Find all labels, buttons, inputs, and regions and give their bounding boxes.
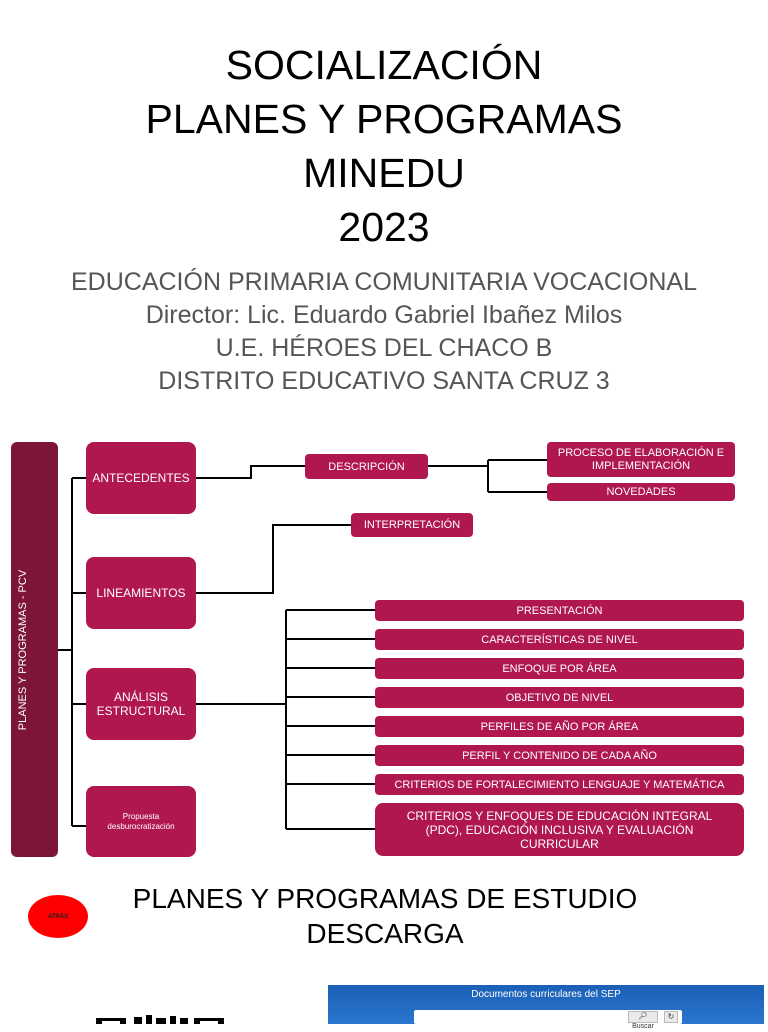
planes-title-line-1: PLANES Y PROGRAMAS DE ESTUDIO <box>132 883 638 914</box>
title-line-3: MINEDU <box>303 150 465 196</box>
node-proceso: PROCESO DE ELABORACIÓN E IMPLEMENTACIÓN <box>547 442 735 477</box>
title-line-2: PLANES Y PROGRAMAS <box>145 96 623 142</box>
node-novedades: NOVEDADES <box>547 483 735 501</box>
title-line-4: 2023 <box>338 204 430 250</box>
title-line-1: SOCIALIZACIÓN <box>225 42 543 88</box>
refresh-icon[interactable]: ↻ <box>664 1011 678 1023</box>
node-lineamientos: LINEAMIENTOS <box>86 557 196 629</box>
connector-descripcion <box>196 466 305 478</box>
node-antecedentes: ANTECEDENTES <box>86 442 196 514</box>
node-analisis-estructural: ANÁLISIS ESTRUCTURAL <box>86 668 196 740</box>
node-interpretacion: INTERPRETACIÓN <box>351 513 473 537</box>
subtitle-line-1: EDUCACIÓN PRIMARIA COMUNITARIA VOCACIONAL <box>70 268 697 296</box>
node-item-1: PRESENTACIÓN <box>375 600 744 621</box>
node-item-5: PERFILES DE AÑO POR ÁREA <box>375 716 744 737</box>
atras-button[interactable]: ATRÁS <box>28 895 88 938</box>
node-item-4: OBJETIVO DE NIVEL <box>375 687 744 708</box>
sep-search-input[interactable] <box>414 1010 682 1030</box>
node-propuesta: Propuesta desburocratización <box>86 786 196 857</box>
node-descripcion: DESCRIPCIÓN <box>305 454 428 479</box>
connector-interpretacion <box>196 525 351 593</box>
node-item-6: PERFIL Y CONTENIDO DE CADA AÑO <box>375 745 744 766</box>
node-item-2: CARACTERÍSTICAS DE NIVEL <box>375 629 744 650</box>
qr-code <box>96 1012 226 1024</box>
search-icon: 🔎︎ <box>638 1013 648 1020</box>
planes-title-line-2: DESCARGA <box>306 918 464 949</box>
sep-preview-title: Documentos curriculares del SEP <box>471 989 621 1000</box>
planes-title <box>100 881 670 951</box>
sep-search-button[interactable] <box>628 1011 658 1030</box>
subtitle-line-4: DISTRITO EDUCATIVO SANTA CRUZ 3 <box>158 367 610 395</box>
node-item-3: ENFOQUE POR ÁREA <box>375 658 744 679</box>
node-item-8: CRITERIOS Y ENFOQUES DE EDUCACIÓN INTEGRAL (PDC), EDUCACIÓN INCLUSIVA Y EVALUACIÓN CURRICULAR <box>375 803 744 856</box>
subtitle-line-3: U.E. HÉROES DEL CHACO B <box>215 334 553 362</box>
node-item-7: CRITERIOS DE FORTALECIMIENTO LENGUAJE Y MATEMÁTICA <box>375 774 744 795</box>
sep-documents-preview <box>328 985 764 1030</box>
root-node-label: PLANES Y PROGRAMAS - PCV <box>17 569 29 731</box>
sep-search-button-label: Buscar <box>632 1023 654 1030</box>
subtitle-line-2: Director: Lic. Eduardo Gabriel Ibañez Milos <box>145 301 623 329</box>
